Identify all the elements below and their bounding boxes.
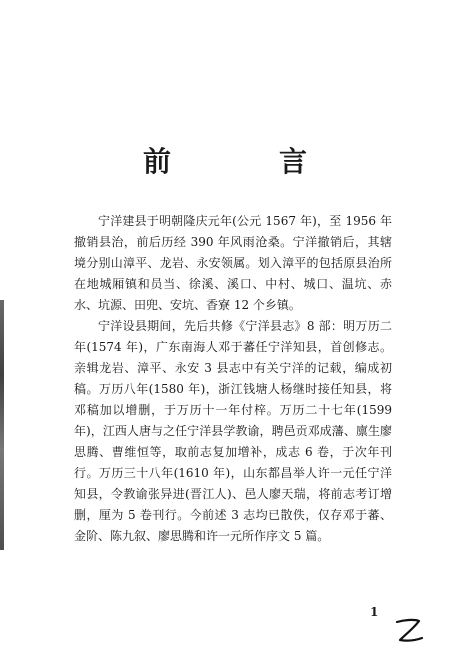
page-number: 1 [370,605,379,619]
paragraph-2: 宁洋设县期间，先后共修《宁洋县志》8 部：明万历二年(1574 年)，广东南海人邓于蕃任宁洋知县，首创修志。亲辑龙岩、漳平、永安 3 县志中有关宁洋的记载，编成初稿。万历八年(1580 年)，浙江钱塘人杨继时接任知县，将邓稿加以增删，于万历十一年付梓。万历二十七年(1599 年)，江西人唐与之任宁洋县学教谕，聘邑贡邓成藩、廪生廖思腾、曹维恒等，取前志复加增补，成志 6 卷，于次年刊行。万历三十八年(1610 年)，山东都昌举人许一元任宁洋知县，令教谕张异进(晋江人)、邑人廖天瑞，将前志考订增删，厘为 5 卷刊行。今前述 3 志均已散佚，仅存邓于蕃、金阶、陈九叙、廖思腾和许一元所作序文 5 篇。 [74,319,392,543]
binding-edge-shadow [0,300,4,550]
body-text [74,211,392,547]
paragraph-1: 宁洋建县于明朝隆庆元年(公元 1567 年)，至 1956 年撤销县治，前后历经 390 年风雨沧桑。宁洋撤销后，其辖境分别山漳平、龙岩、永安领属。划入漳平的包括原县治所在地城厢镇和员当、徐溪、溪口、中村、城口、温坑、赤水、坑源、田兜、安坑、香寮 12 个乡镇。 [74,214,392,312]
handwritten-mark [392,616,426,646]
page-title: 前 言 [142,145,347,178]
